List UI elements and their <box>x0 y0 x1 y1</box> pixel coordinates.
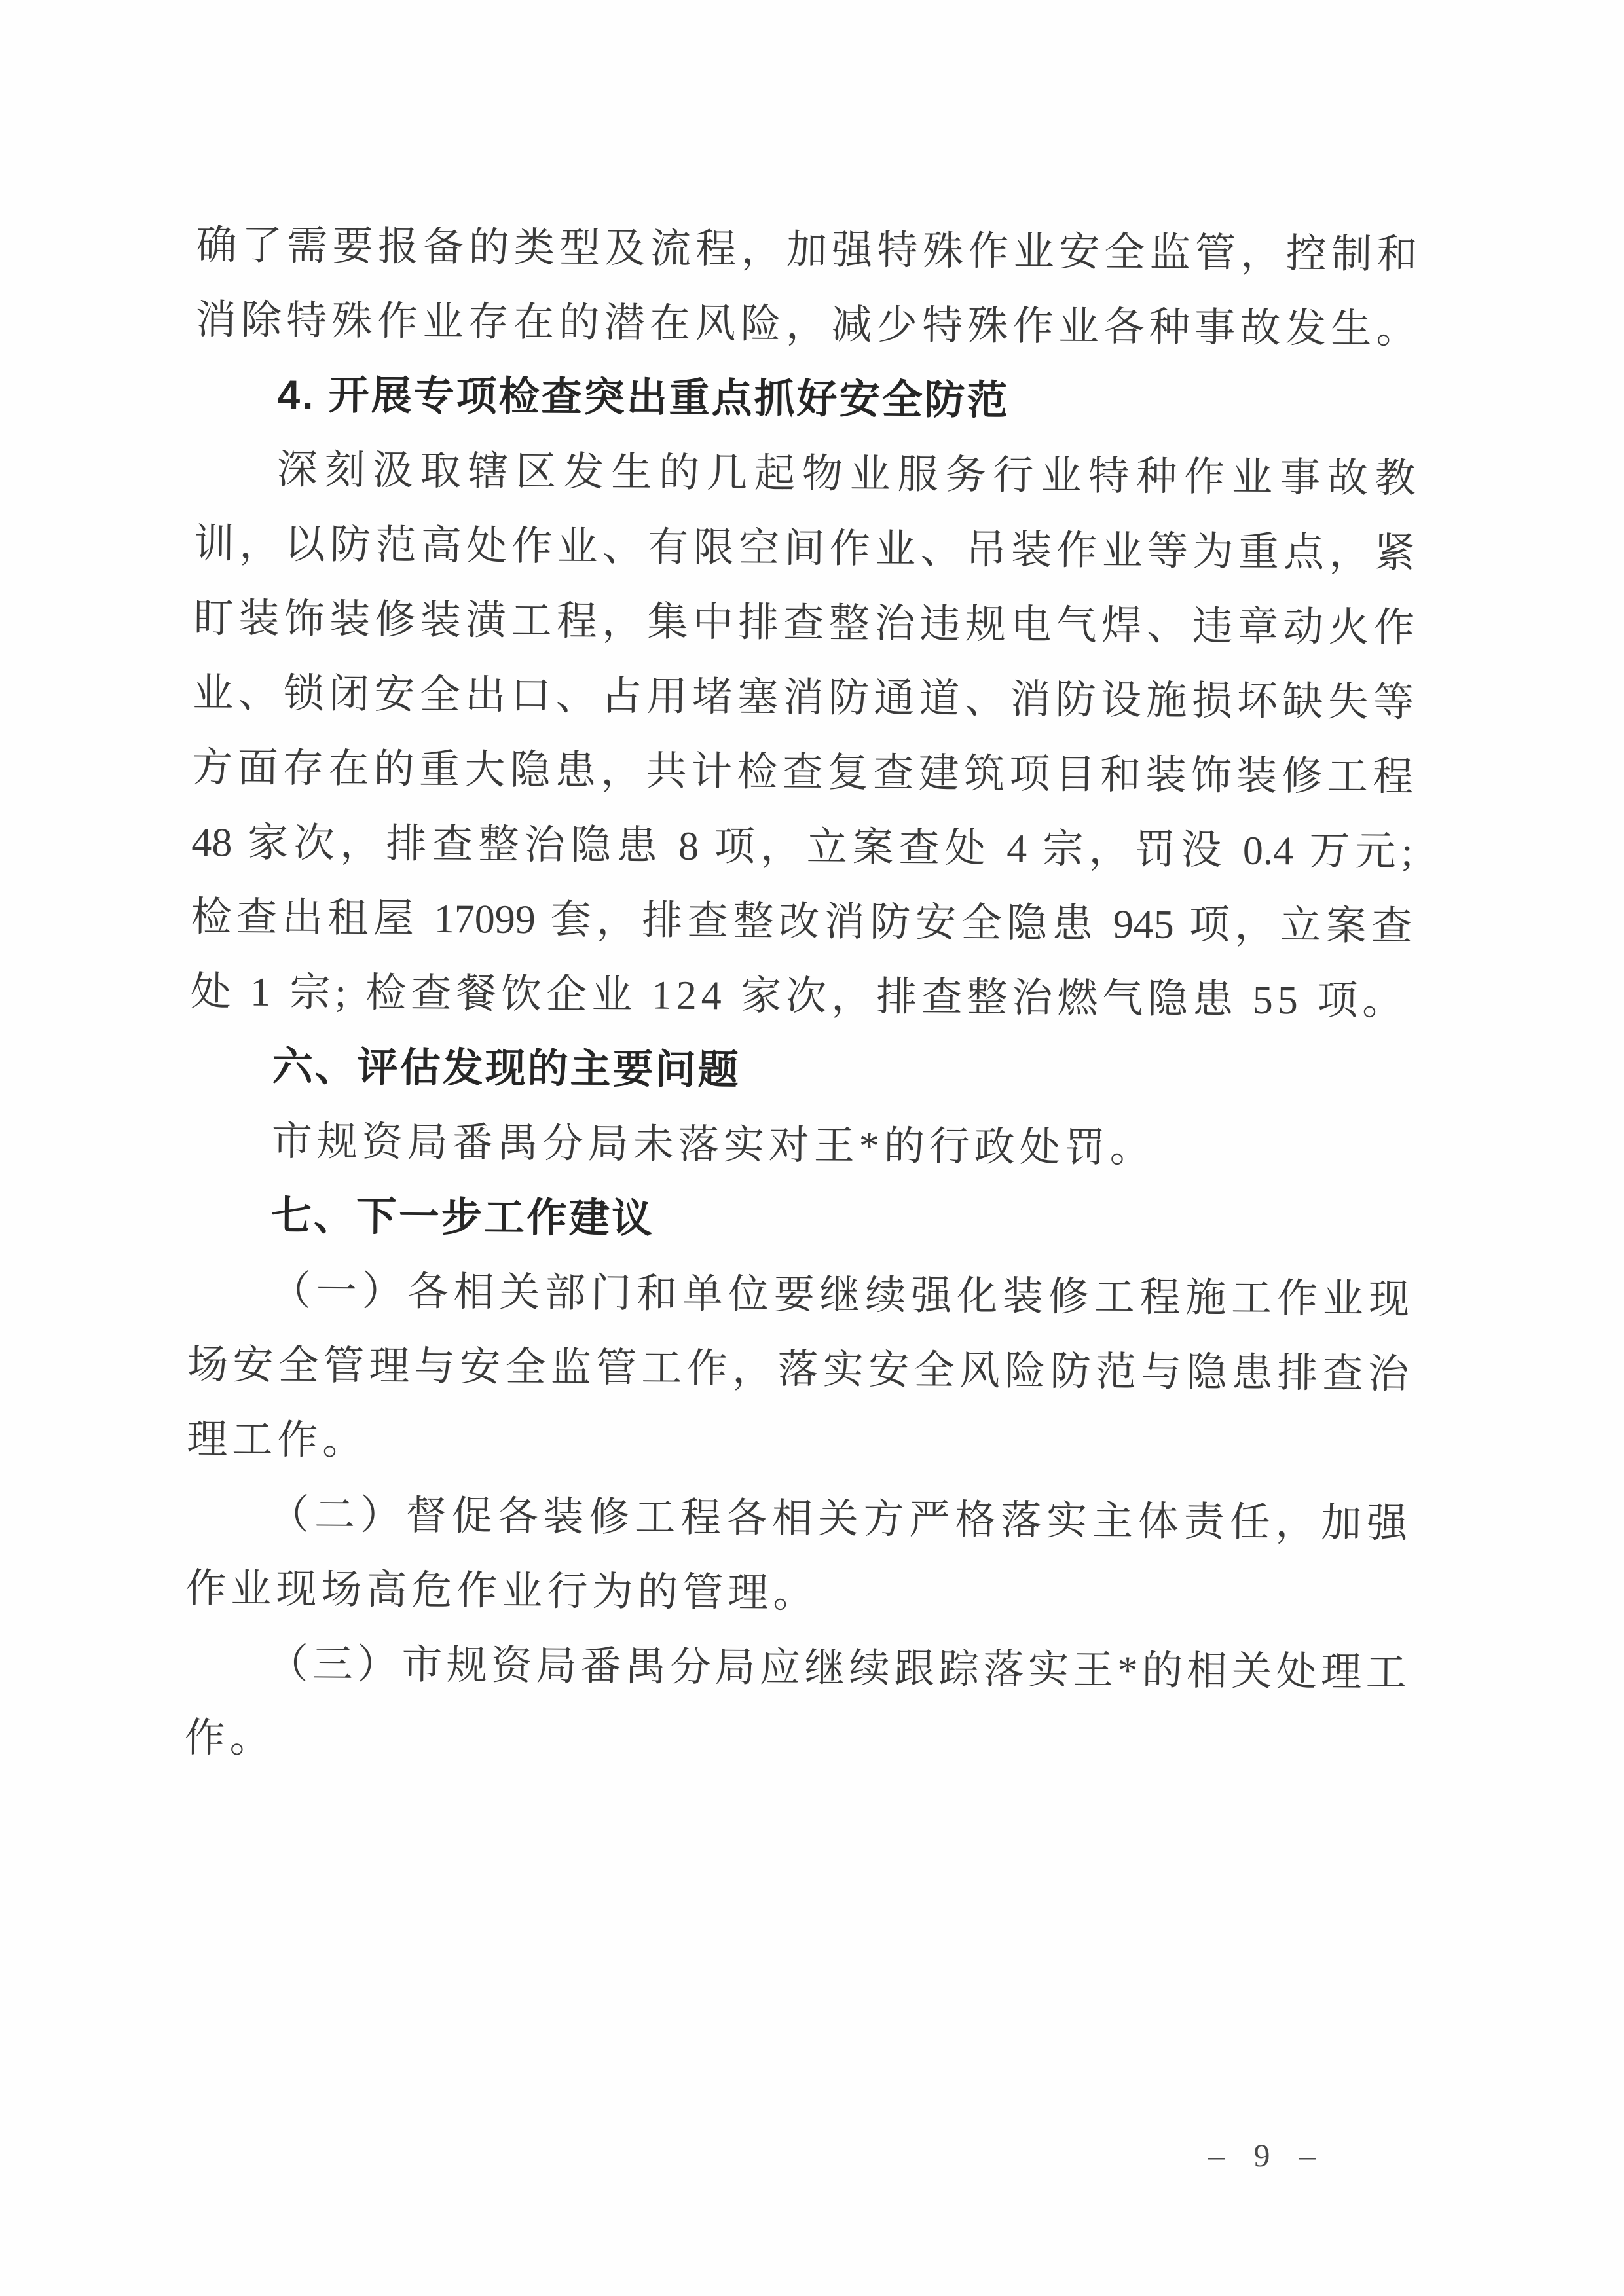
page-number: – 9 – <box>1208 2137 1326 2174</box>
document-body <box>184 208 1418 1785</box>
text-line: 盯装饰装修装潢工程，集中排查整治违规电气焊、违章动火作 <box>193 596 1415 651</box>
text-line: 处 1 宗; 检查餐饮企业 124 家次，排查整治燃气隐患 55 项。 <box>190 969 1408 1024</box>
text-line: 确了需要报备的类型及流程，加强特殊作业安全监管，控制和 <box>196 223 1418 278</box>
text-line: 理工作。 <box>186 1417 368 1464</box>
text-line: 方面存在的重大隐患，共计检查复查建筑项目和装饰装修工程 <box>192 745 1414 800</box>
text-line: 市规资局番禺分局未落实对王*的行政处罚。 <box>271 1119 1156 1171</box>
section-heading: 七、下一步工作建议 <box>270 1193 655 1242</box>
text-line: 场安全管理与安全监管工作，落实安全风险防范与隐患排查治 <box>187 1342 1409 1397</box>
text-line: 作业现场高危作业行为的管理。 <box>185 1566 819 1616</box>
text-line: （三）市规资局番禺分局应继续跟踪落实王*的相关处理工 <box>267 1641 1407 1696</box>
text-line: 检查出租屋 17099 套，排查整改消防安全隐患 945 项，立案查 <box>191 894 1412 949</box>
text-line: （二）督促各装修工程各相关方严格落实主体责任，加强 <box>268 1492 1408 1546</box>
text-line: 业、锁闭安全出口、占用堵塞消防通道、消防设施损坏缺失等 <box>192 670 1414 725</box>
text-line: 深刻汲取辖区发生的几起物业服务行业特种作业事故教 <box>276 447 1416 501</box>
text-line: （一）各相关部门和单位要继续强化装修工程施工作业现 <box>270 1268 1410 1322</box>
text-line: 消除特殊作业存在的潜在风险，减少特殊作业各种事故发生。 <box>195 297 1417 352</box>
section-heading: 六、评估发现的主要问题 <box>272 1044 741 1093</box>
text-line: 训，以防范高处作业、有限空间作业、吊装作业等为重点，紧 <box>193 521 1416 576</box>
text-line: 作。 <box>184 1715 275 1762</box>
section-heading: 4. 开展专项检查突出重点抓好安全防范 <box>277 372 1010 424</box>
text-line: 48 家次，排查整治隐患 8 项，立案查处 4 宗，罚没 0.4 万元; <box>191 820 1413 875</box>
